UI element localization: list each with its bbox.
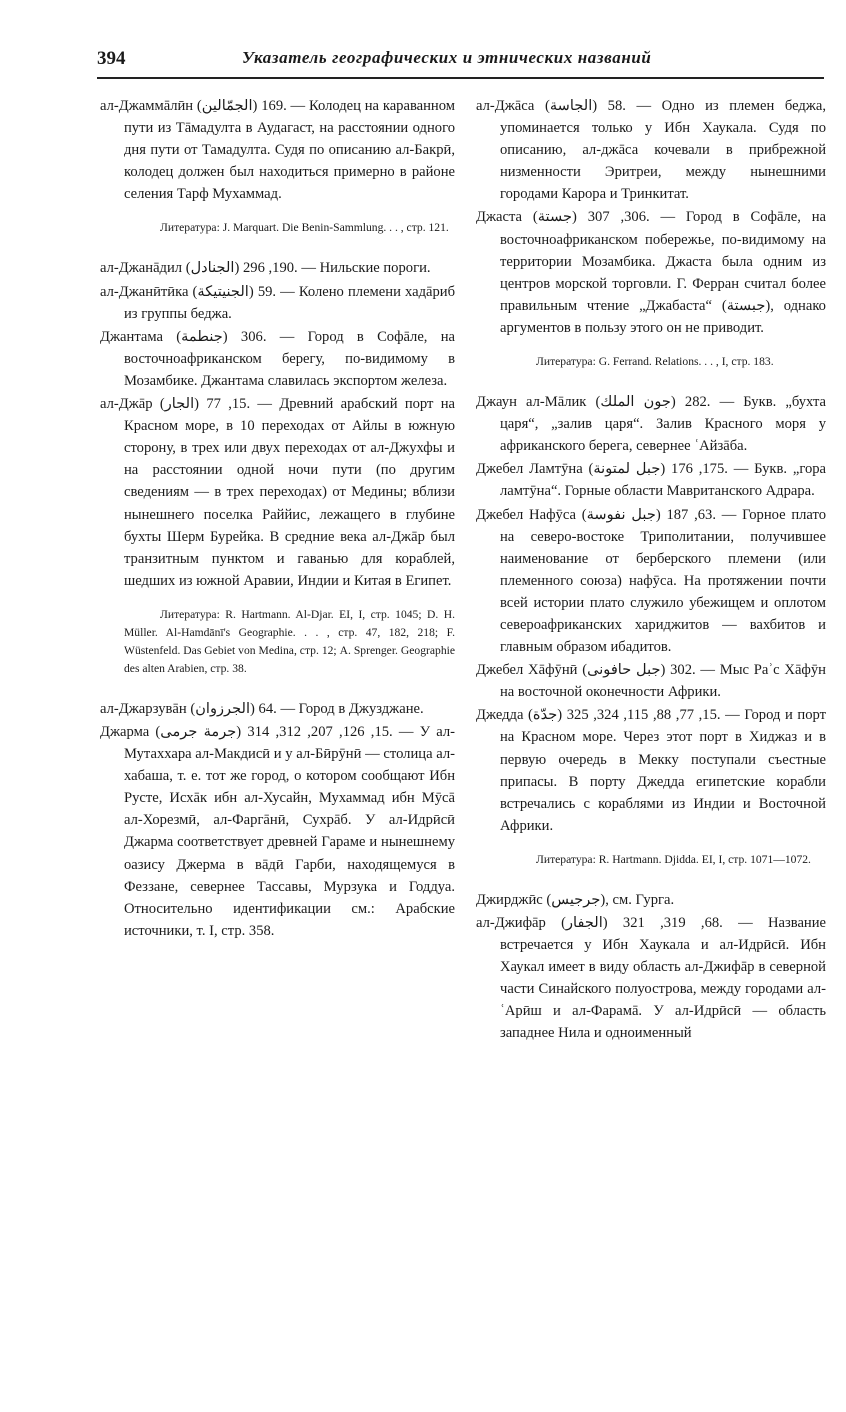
index-entry: ал-Джарзувāн (الجرزوان) 64. — Город в Джузджане.	[100, 700, 424, 717]
index-entry: ал-Джāр (الجار) 15, 77. — Древний арабский порт на Красном море, в 10 переходах от Айлы в южную сторону, в трех или двух переходах от ал-Джухфы и на расстоянии одной ночи пути (по другим сведениям — в трех переходах) от Медины; вблизи нынешнего поселка Раййис, лежащего в глубине бухты Шерм Бурейка. В средние века ал-Джāр был транзитным пунктом и гаванью для кораблей, шедших из южной Аравии, Индии и Китая в Египет.	[100, 396, 455, 589]
index-entry: Джебел Ламтӯна (جبل لمتونة) 175, 176. — Букв. „гора ламтӯна“. Горные области Мавританского Адрара.	[476, 461, 826, 500]
index-entry: ал-Джāса (الجاسة) 58. — Одно из племен беджа, упоминается только у Ибн Хаукала. Судя по описанию, ал-джāса кочевали в прибрежной низменности Эритреи, между нынешними городами Карора и Тринкитат.	[476, 98, 826, 203]
right-column	[476, 95, 826, 1402]
index-entry: ал-Джанāдил (الجنادل) 190, 296. — Нильские пороги.	[100, 260, 431, 277]
page-header	[97, 46, 824, 76]
index-entry: Джарма (جرمة جرمى) 15, 126, 207, 312, 314. — У ал-Мутаххара ал-Макдисӣ и у ал-Бӣрӯнӣ — столица ал-хабаша, т. е. тот же город, о котором сообщают Ибн Русте, Исхāк ибн ал-Хусайн, Мухаммад ибн Мӯсā ал-Хорезмӣ, ал-Фаргāнӣ, Сухрāб. У ал-Идрӣсӣ Джарма соответствует древней Гараме и нынешнему оазису Джерма в вāдӣ Гарби, находящемуся в Феззане, севернее Тассавы, Мурзука и Годдуа. Относительно идентификации см.: Арабские источники, т. I, стр. 358.	[100, 723, 455, 939]
literature-note: Литература: J. Marquart. Die Benin-Sammlung. . . , стр. 121.	[160, 221, 449, 235]
header-rule	[97, 77, 824, 79]
literature-note: Литература: R. Hartmann. Al-Djar. EI, I, стр. 1045; D. H. Müller. Al-Hamdānī's Geographie. . . , стр. 47, 182, 218; F. Wüstenfeld. Das Gebiet von Medina, стр. 12; A. Sprenger. Geographie des alten Arabien, стр. 38.	[124, 607, 455, 675]
index-entry: Джедда (جدّة) 15, 77, 88, 115, 324, 325. — Город и порт на Красном море. Через этот порт в Хиджаз и в первую очередь в Мекку поступали съестные припасы. В порту Джедда египетские корабли встречались с кораблями из Индии и Восточной Африки.	[476, 707, 826, 834]
index-entry: Джирджӣс (جرجيس), см. Гурга.	[476, 891, 675, 908]
literature-note: Литература: R. Hartmann. Djidda. EI, I, стр. 1071—1072.	[536, 852, 811, 866]
index-entry: ал-Джаммāлӣн (الجمّالين) 169. — Колодец на караванном пути из Тāмадулта в Аудагаст, на расстоянии одного дня пути от Тамадулта. Судя по описанию ал-Бакрӣ, колодец должен был находиться примерно в районе селения Тарф Мухаммад.	[100, 98, 455, 203]
index-entry: Джаста (جستة) 306, 307. — Город в Софāле, на восточноафриканском побережье, по-видимому на территории Мозамбика. Джаста была одним из центров морской торговли. Г. Ферран считал более правильным чтение „Джабаста“ (جبستة), однако аргументов в пользу этого он не приводит.	[476, 209, 826, 336]
index-entry: Джебел Хāфӯнӣ (جبل حافونى) 302. — Мыс Раʾс Хāфӯн на восточной оконечности Африки.	[476, 662, 826, 701]
index-entry: ал-Джанӣтӣка (الجنيتيكة) 59. — Колено племени хадāриб из группы беджа.	[100, 283, 455, 322]
literature-note: Литература: G. Ferrand. Relations. . . , I, стр. 183.	[536, 355, 774, 369]
index-entry: Джаун ал-Мāлик (جون الملك) 282. — Букв. „бухта царя“, „залив царя“. Залив Красного моря у африканского берега, севернее ʿАйзāба.	[476, 394, 826, 455]
index-entry: Джебел Нафӯса (جبل نفوسة) 63, 187. — Горное плато на северо-востоке Триполитании, получившее наименование от берберского племени (или племенного союза) нафӯса. На протяжении почти всей истории плато служило убежищем и оплотом североафриканских хариджитов — вахбитов и главным образом ибадитов.	[476, 506, 826, 656]
page-number: 394	[97, 48, 126, 69]
left-column	[100, 95, 455, 1402]
index-entry: ал-Джифāр (الجفار) 68, 319, 321. — Название встречается у Ибн Хаукала и ал-Идрӣсӣ. Ибн Хаукал имеет в виду область ал-Джифāр в северной части Синайского полуострова, между городами ал-ʿАрӣш и ал-Фарамā. У ал-Идрӣсӣ — область западнее Нила и одноименный	[476, 915, 826, 1042]
running-title: Указатель географических и этнических названий	[242, 48, 652, 67]
index-entry: Джантама (جنطمة) 306. — Город в Софāле, на восточноафриканском берегу, по-видимому в Мозамбике. Джантама славилась экспортом железа.	[100, 328, 455, 389]
